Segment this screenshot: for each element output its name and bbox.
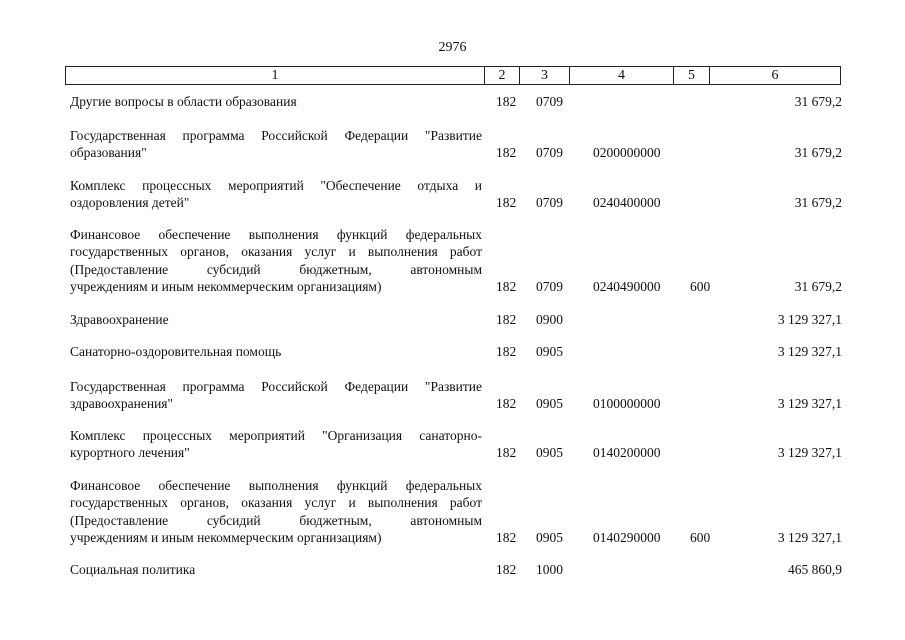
code-section-cell: 0905 <box>536 529 563 545</box>
code-admin-cell: 182 <box>496 396 517 412</box>
code-section-cell: 0709 <box>536 145 563 161</box>
code-admin-cell: 182 <box>496 94 517 109</box>
column-header-3: 3 <box>520 67 570 85</box>
description-line: (Предоставление субсидий бюджетным, автономным <box>70 512 482 528</box>
code-section-cell: 0709 <box>536 94 563 109</box>
description-line: учреждениям и иным некоммерческим организациям) <box>70 278 382 294</box>
code-target-cell: 0240490000 <box>593 278 661 294</box>
description-line: Комплекс процессных мероприятий "Организация санаторно- <box>70 428 482 443</box>
amount-cell: 465 860,9 <box>788 562 842 577</box>
column-header-5: 5 <box>674 67 710 85</box>
amount-cell: 3 129 327,1 <box>777 396 842 412</box>
code-admin-cell: 182 <box>496 344 517 359</box>
code-target-cell: 0100000000 <box>593 396 661 412</box>
description-line: Государственная программа Российской Федерации "Развитие <box>70 128 482 143</box>
column-header-4: 4 <box>570 67 674 85</box>
amount-cell: 31 679,2 <box>794 195 842 211</box>
amount-cell: 31 679,2 <box>794 145 842 161</box>
row-description <box>70 127 482 162</box>
code-admin-cell: 182 <box>496 312 517 327</box>
code-admin-cell: 182 <box>496 145 517 161</box>
amount-cell: 3 129 327,1 <box>777 312 842 327</box>
code-section-cell: 0905 <box>536 344 563 359</box>
code-target-cell: 0200000000 <box>593 145 661 161</box>
amount-cell: 31 679,2 <box>794 94 842 109</box>
code-section-cell: 0709 <box>536 195 563 211</box>
code-section-cell: 0709 <box>536 278 563 294</box>
amount-cell: 31 679,2 <box>794 278 842 294</box>
row-description <box>70 561 482 578</box>
code-admin-cell: 182 <box>496 529 517 545</box>
column-header-row <box>66 67 841 85</box>
code-section-cell: 0905 <box>536 396 563 412</box>
description-line: государственных органов, оказания услуг и выполнения работ <box>70 244 482 260</box>
page-number: 2976 <box>438 40 467 55</box>
description-line: курортного лечения" <box>70 445 190 461</box>
row-description <box>70 226 482 295</box>
amount-cell: 3 129 327,1 <box>777 529 842 545</box>
column-header-6: 6 <box>710 67 841 85</box>
code-target-cell: 0240400000 <box>593 195 661 211</box>
code-target-cell: 0140290000 <box>593 529 661 545</box>
description-line: Финансовое обеспечение выполнения функций федеральных <box>70 227 482 242</box>
row-description <box>70 427 482 462</box>
description-line: Государственная программа Российской Федерации "Развитие <box>70 379 482 394</box>
description-line: образования" <box>70 145 147 161</box>
column-header-1: 1 <box>66 67 485 85</box>
row-description <box>70 378 482 413</box>
column-header-2: 2 <box>485 67 520 85</box>
description-line: Другие вопросы в области образования <box>70 94 297 109</box>
code-section-cell: 0900 <box>536 312 563 327</box>
row-description <box>70 93 482 110</box>
description-line: Финансовое обеспечение выполнения функций федеральных <box>70 478 482 493</box>
amount-cell: 3 129 327,1 <box>777 344 842 359</box>
description-line: учреждениям и иным некоммерческим организациям) <box>70 529 382 545</box>
description-line: оздоровления детей" <box>70 195 190 211</box>
description-line: здравоохранения" <box>70 396 174 412</box>
code-target-cell: 0140200000 <box>593 445 661 461</box>
description-line: Здравоохранение <box>70 312 169 327</box>
code-expense-type-cell: 600 <box>690 529 711 545</box>
row-description <box>70 177 482 212</box>
description-line: (Предоставление субсидий бюджетным, автономным <box>70 261 482 277</box>
code-admin-cell: 182 <box>496 562 517 577</box>
row-description <box>70 311 482 328</box>
description-line: Комплекс процессных мероприятий "Обеспечение отдыха и <box>70 178 482 193</box>
code-section-cell: 0905 <box>536 445 563 461</box>
amount-cell: 3 129 327,1 <box>777 445 842 461</box>
description-line: Социальная политика <box>70 562 196 577</box>
code-admin-cell: 182 <box>496 278 517 294</box>
code-admin-cell: 182 <box>496 445 517 461</box>
description-line: Санаторно-оздоровительная помощь <box>70 344 282 359</box>
column-header-table <box>65 66 841 85</box>
description-line: государственных органов, оказания услуг и выполнения работ <box>70 495 482 511</box>
code-expense-type-cell: 600 <box>690 278 711 294</box>
code-section-cell: 1000 <box>536 562 563 577</box>
row-description <box>70 477 482 546</box>
row-description <box>70 343 482 360</box>
code-admin-cell: 182 <box>496 195 517 211</box>
